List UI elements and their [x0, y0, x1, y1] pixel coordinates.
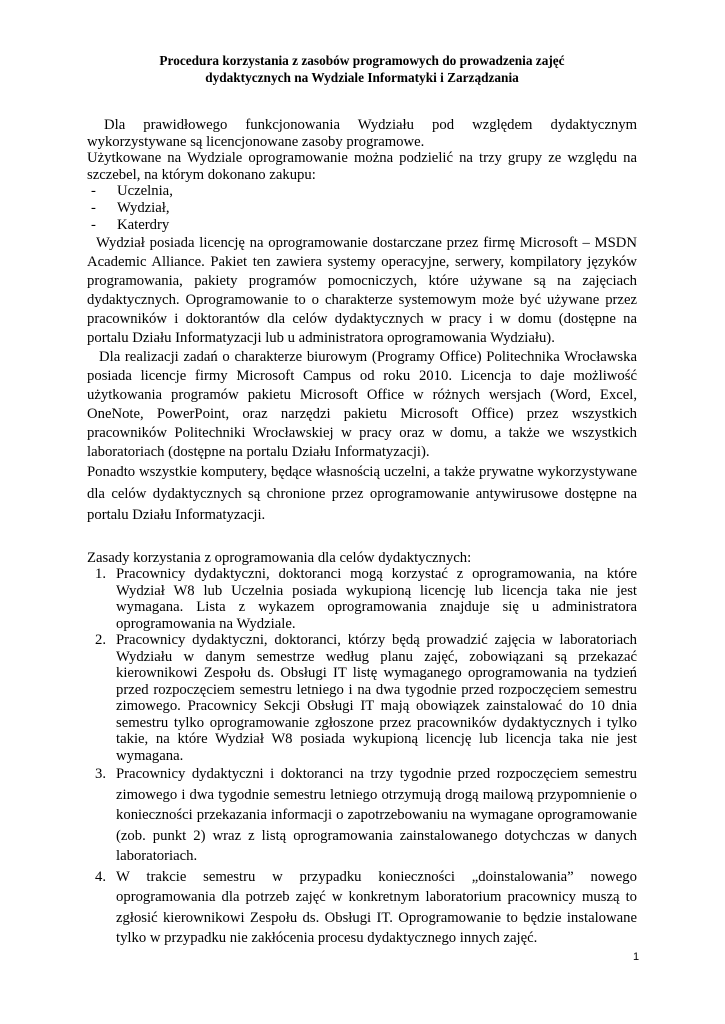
list-item: 2. Pracownicy dydaktyczni, doktoranci, którzy będą prowadzić zajęcia w laboratoriach Wydziału w danym semestrze według planu zajęć, zobowiązani są przekazać kierownikowi Zespołu ds. Obsługi IT listę wymaganego oprogramowania na tydzień przed rozpoczęciem semestru letniego i na dwa tygodnie przed rozpoczęciem semestru zimowego. Pracownicy Sekcji Obsługi IT mają obowiązek zainstalować do 10 dnia semestru tylko oprogramowanie zgłoszone przez pracowników dydaktycznych i tylko takie, na które Wydział W8 posiada wykupioną licencję lub licencja taka nie jest wymagana. — [95, 632, 637, 764]
list-item: 3. Pracownicy dydaktyczni i doktoranci na trzy tygodnie przed rozpoczęciem semestru zimowego i dwa tygodnie semestru letniego otrzymują drogą mailową przypomnienie o konieczności przekazania informacji o zapotrzebowaniu na wymagane oprogramowanie (zob. punkt 2) wraz z listą oprogramowania zainstalowanego dotychczas w danych laboratoriach. — [95, 766, 637, 864]
software-groups-intro: Użytkowane na Wydziale oprogramowanie można podzielić na trzy grupy ze względu na szczebel, na którym dokonano zakupu: — [87, 150, 637, 183]
list-item: 1. Pracownicy dydaktyczni, doktoranci mogą korzystać z oprogramowania, na które Wydział W8 lub Uczelnia posiada wykupioną licencję lub licencja taka nie jest wymagana. Lista z wykazem oprogramowania znajduje się u administratora oprogramowania na Wydziale. — [95, 566, 637, 632]
office-paragraph: Dla realizacji zadań o charakterze biurowym (Programy Office) Politechnika Wrocławska posiada licencje firmy Microsoft Campus od roku 2010. Licencja to daje możliwość użytkowania programów pakietu Microsoft Office w różnych wersjach (Word, Excel, OneNote, PowerPoint, oraz narzędzi pakietu Microsoft Office) przez wszystkich pracowników Politechniki Wrocławskiej w pracy oraz w domu, a także we wszystkich laboratoriach (dostępne na portalu Działu Informatyzacji). — [87, 349, 637, 460]
intro-paragraph: Dla prawidłowego funkcjonowania Wydziału pod względem dydaktycznym wykorzystywane są licencjonowane zasoby programowe. — [87, 117, 637, 150]
antivirus-paragraph: Ponadto wszystkie komputery, będące własnością uczelni, a także prywatne wykorzystywane dla celów dydaktycznych są chronione przez oprogramowanie antywirusowe dostępne na portalu Działu Informatyzacji. — [87, 464, 637, 523]
document-title — [87, 52, 637, 86]
rules-heading: Zasady korzystania z oprogramowania dla celów dydaktycznych: — [87, 549, 472, 566]
software-groups-list — [87, 183, 637, 234]
list-item: - Katerdry — [91, 217, 170, 233]
document-page — [87, 52, 637, 949]
list-item: - Uczelnia, — [91, 183, 173, 199]
title-line-1: Procedura korzystania z zasobów programowych do prowadzenia zajęć — [159, 53, 565, 68]
list-item: - Wydział, — [91, 200, 170, 216]
title-line-2: dydaktycznych na Wydziale Informatyki i Zarządzania — [205, 70, 519, 85]
msdn-paragraph: Wydział posiada licencję na oprogramowanie dostarczane przez firmę Microsoft – MSDN Academic Alliance. Pakiet ten zawiera systemy operacyjne, serwery, kompilatory języków programowania, pakiety programów pomocniczych, które używane są na zajęciach dydaktycznych. Oprogramowanie to o charakterze systemowym może być używane przez pracowników i doktorantów dla celów dydaktycznych w pracy i w domu (dostępne na portalu Działu Informatyzacji lub u administratora oprogramowania Wydziału). — [87, 235, 637, 346]
rules-list — [87, 566, 637, 949]
page-number: 1 — [633, 951, 640, 963]
list-item: 4. W trakcie semestru w przypadku konieczności „doinstalowania” nowego oprogramowania dla potrzeb zajęć w konkretnym laboratorium pracownicy muszą to zgłosić kierownikowi Zespołu ds. Obsługi IT. Oprogramowanie to będzie instalowane tylko w przypadku nie zakłócenia procesu dydaktycznego innych zajęć. — [95, 868, 637, 946]
